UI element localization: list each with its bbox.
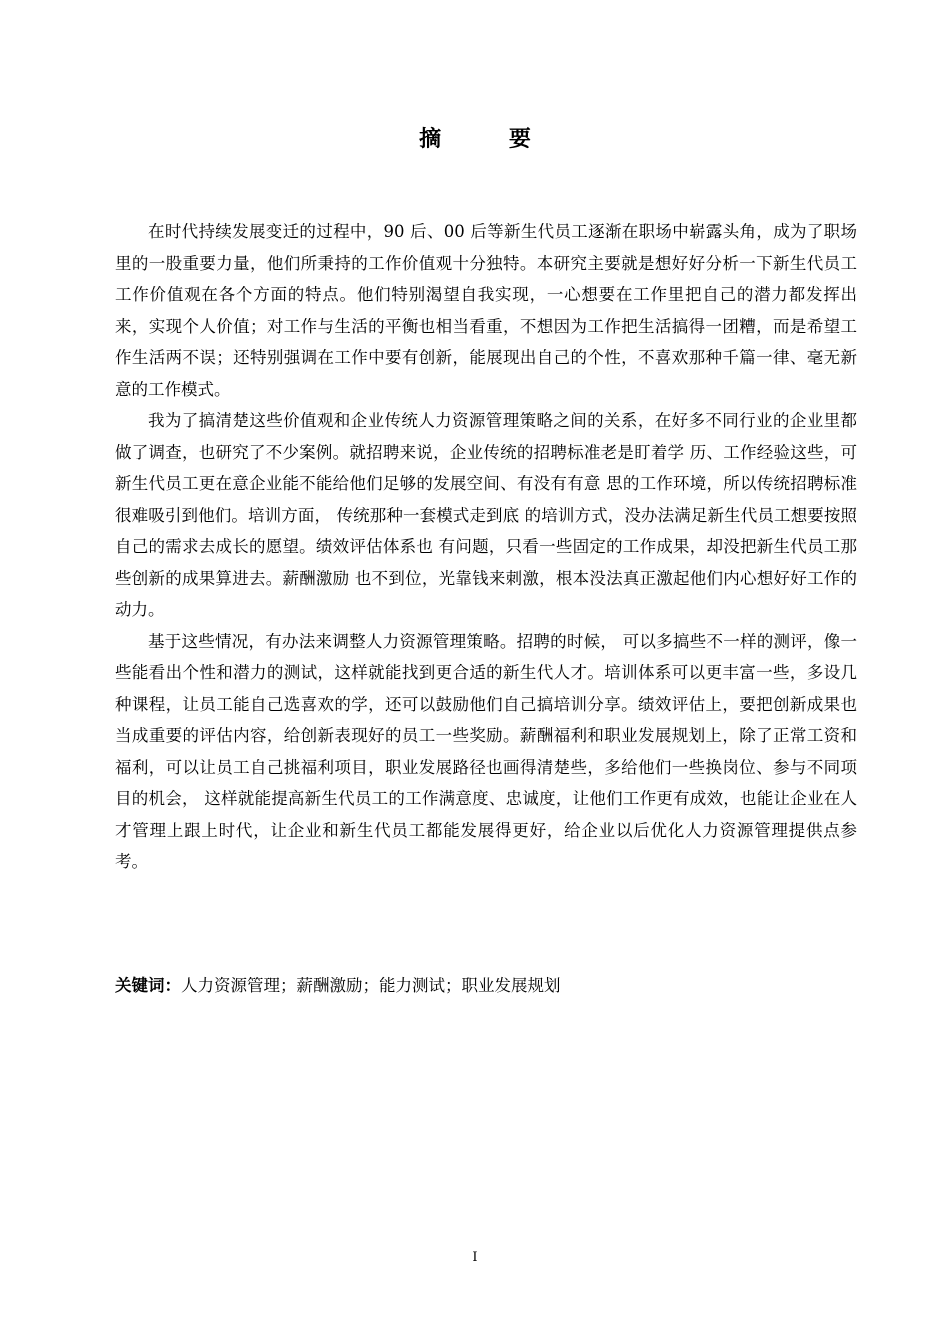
keywords-label: 关键词： — [115, 976, 181, 995]
abstract-paragraph-3: 基于这些情况，有办法来调整人力资源管理策略。招聘的时候， 可以多搞些不一样的测评，像一些能看出个性和潜力的测试，这样就能找到更合适的新生代人才。培训体系可以更丰富一些，多设几种课程，让员工能自己选喜欢的学，还可以鼓励他们自己搞培训分享。绩效评估上，要把创新成果也当成重要的评估内容，给创新表现好的员工一些奖励。薪酬福利和职业发展规划上，除了正常工资和福利，可以让员工自己挑福利项目，职业发展路径也画得清楚些，多给他们一些换岗位、参与不同项目的机会， 这样就能提高新生代员工的工作满意度、忠诚度，让他们工作更有成效，也能让企业在人才管理上跟上时代，让企业和新生代员工都能发展得更好，给企业以后优化人力资源管理提供点参考。 — [115, 631, 857, 871]
page-number: I — [472, 1250, 478, 1265]
abstract-paragraph-2: 我为了搞清楚这些价值观和企业传统人力资源管理策略之间的关系，在好多不同行业的企业里都做了调查，也研究了不少案例。就招聘来说，企业传统的招聘标准老是盯着学 历、工作经验这些，可新生代员工更在意企业能不能给他们足够的发展空间、有没有有意 思的工作环境，所以传统招聘标准很难吸引到他们。培训方面， 传统那种一套模式走到底 的培训方式，没办法满足新生代员工想要按照自己的需求去成长的愿望。绩效评估体系也 有问题，只看一些固定的工作成果，却没把新生代员工那些创新的成果算进去。薪酬激励 也不到位，光靠钱来刺激，根本没法真正激起他们内心想好好工作的动力。 — [115, 411, 857, 619]
abstract-paragraph-1: 在时代持续发展变迁的过程中，90 后、00 后等新生代员工逐渐在职场中崭露头角，成为了职场里的一股重要力量，他们所秉持的工作价值观十分独特。本研究主要就是想好好分析一下新生代员工工作价值观在各个方面的特点。他们特别渴望自我实现，一心想要在工作里把自己的潜力都发挥出来，实现个人价值；对工作与生活的平衡也相当看重，不想因为工作把生活搞得一团糟，而是希望工作生活两不误；还特别强调在工作中要有创新，能展现出自己的个性，不喜欢那种千篇一律、毫无新意的工作模式。 — [115, 222, 857, 399]
keywords-line — [115, 970, 857, 1001]
keywords-text: 人力资源管理；薪酬激励；能力测试；职业发展规划 — [181, 976, 561, 995]
abstract-heading: 摘 要 — [419, 127, 561, 152]
abstract-body — [115, 216, 857, 878]
